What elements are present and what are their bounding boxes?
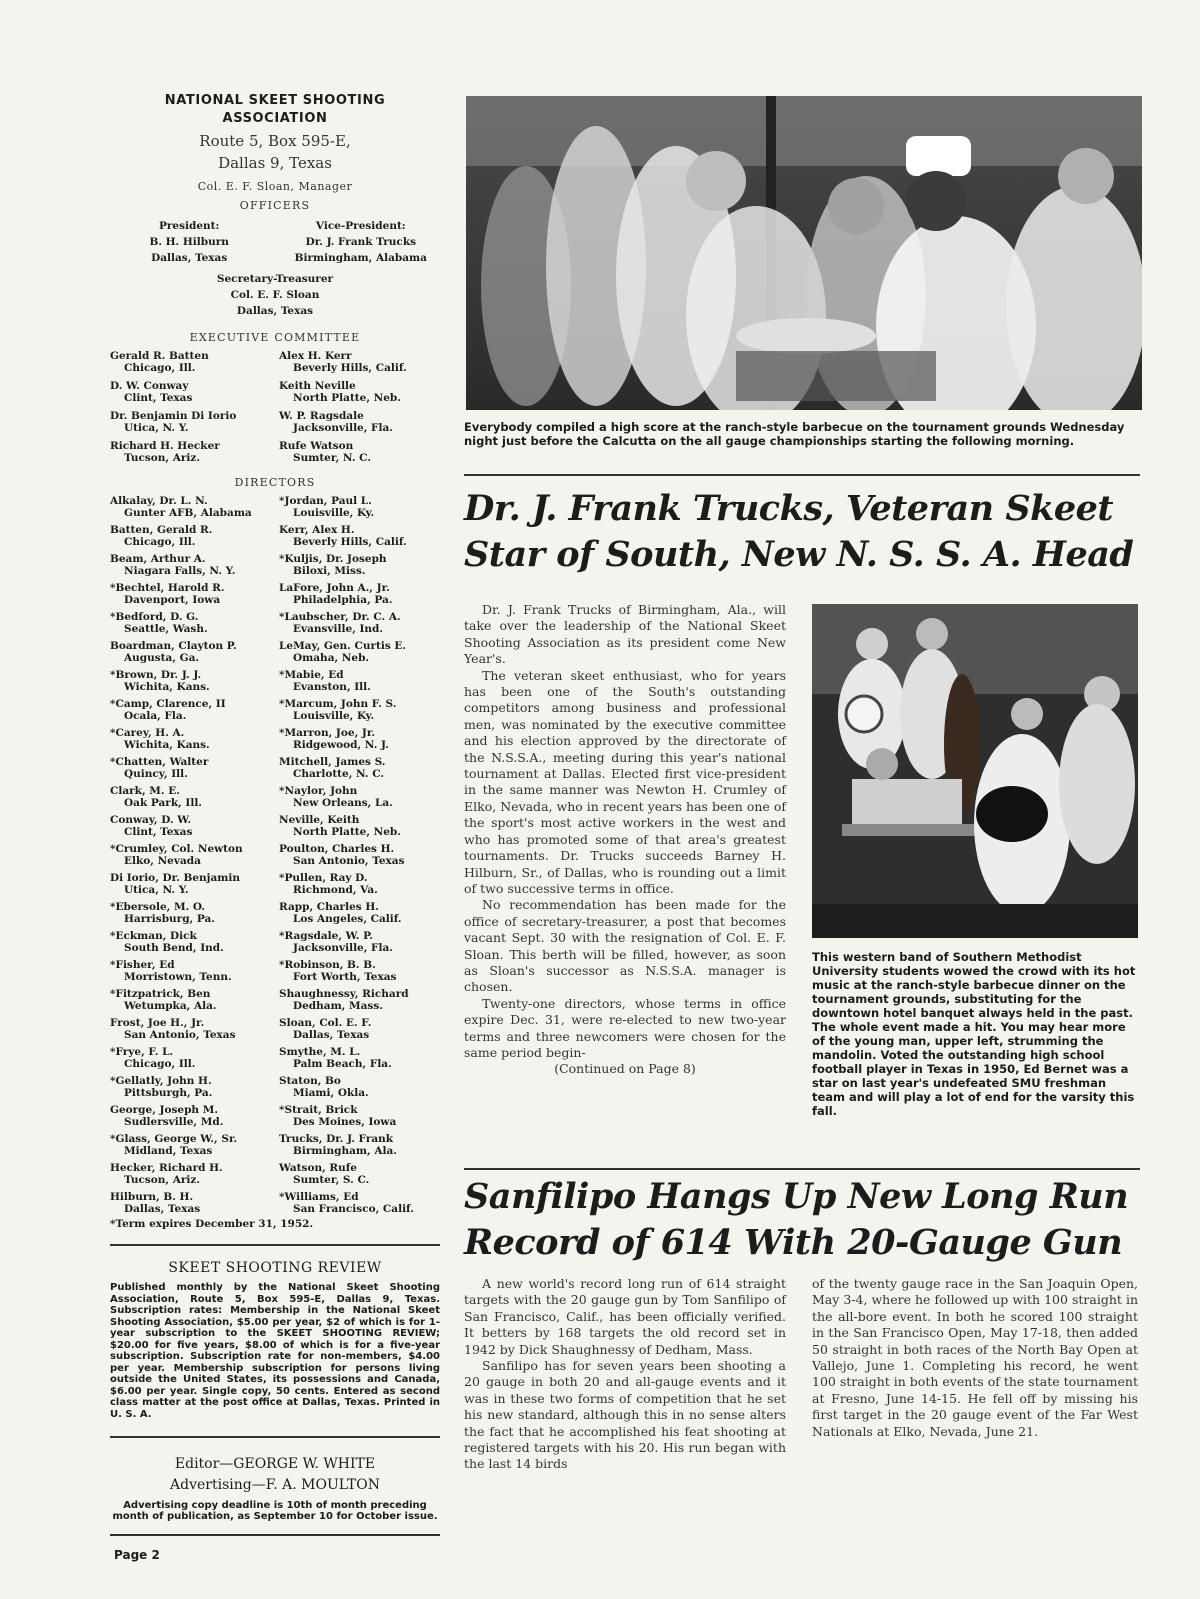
member-name: W. P. Ragsdale [279, 410, 364, 422]
member-name: *Fitzpatrick, Ben [110, 988, 211, 1000]
editor-credits [110, 1454, 440, 1496]
article2-headline [464, 1174, 1154, 1266]
member-city: Quincy, Ill. [124, 768, 188, 780]
member-city: Louisville, Ky. [293, 507, 375, 519]
director-entry [110, 553, 271, 577]
committee-member [110, 350, 271, 374]
member-city: Dedham, Mass. [293, 1000, 383, 1012]
member-city: San Antonio, Texas [124, 1029, 236, 1041]
band-photo-caption: This western band of Southern Methodist University students wowed the crowd with its hot music at the ranch-style barbecue dinner on the tournament grounds, substituting for the downtown hotel banquet always held in the past. The whole event made a hit. You may hear more of the young man, upper left, strumming the mandolin. Voted the outstanding high school football player in Texas in 1950, Ed Bernet was a star on last year's undefeated SMU freshman team and will play a lot of end for the varsity this fall. [812, 950, 1136, 1118]
member-city: Augusta, Ga. [124, 652, 200, 664]
member-name: Frost, Joe H., Jr. [110, 1017, 205, 1029]
manager: Col. E. F. Sloan, Manager [197, 180, 353, 193]
member-city: Evanston, Ill. [293, 681, 371, 693]
article2-paragraph: Sanfilipo has for seven years been shooting a 20 gauge in both 20 and all-gauge events and it was in these two forms of competition that he set his new standard, although this in no sense alters the fact that he accomplished his feat shooting at registered targets with his 20. His run began with the last 14 birds [464, 1358, 786, 1472]
director-entry [110, 901, 271, 925]
director-entry [110, 1046, 271, 1070]
member-name: *Chatten, Walter [110, 756, 209, 768]
member-name: Richard H. Hecker [110, 440, 220, 452]
masthead-column [110, 92, 440, 1536]
member-city: Chicago, Ill. [124, 362, 196, 374]
director-entry [110, 1017, 271, 1041]
member-city: Jacksonville, Fla. [293, 942, 393, 954]
member-name: *Naylor, John [279, 785, 358, 797]
director-entry [279, 959, 440, 983]
member-name: *Williams, Ed [279, 1191, 359, 1203]
vp-city: Birmingham, Alabama [294, 252, 427, 264]
member-city: Wichita, Kans. [124, 739, 210, 751]
member-city: Beverly Hills, Calif. [293, 362, 407, 374]
committee-member [279, 350, 440, 374]
article1-body [464, 602, 786, 1078]
president-city: Dallas, Texas [151, 252, 228, 264]
barbecue-photo [466, 96, 1142, 410]
member-name: Kerr, Alex H. [279, 524, 355, 536]
director-entry [110, 930, 271, 954]
director-entry [110, 756, 271, 780]
member-city: Louisville, Ky. [293, 710, 375, 722]
director-entry [279, 611, 440, 635]
member-name: Beam, Arthur A. [110, 553, 206, 565]
member-name: Mitchell, James S. [279, 756, 386, 768]
member-city: Ridgewood, N. J. [293, 739, 389, 751]
director-entry [279, 524, 440, 548]
member-city: Sudlersville, Md. [124, 1116, 224, 1128]
member-name: *Camp, Clarence, II [110, 698, 226, 710]
page-number: Page 2 [114, 1548, 160, 1562]
member-city: Evansville, Ind. [293, 623, 384, 635]
member-name: *Ragsdale, W. P. [279, 930, 373, 942]
member-name: *Jordan, Paul L. [279, 495, 372, 507]
member-name: *Carey, H. A. [110, 727, 185, 739]
member-city: Palm Beach, Fla. [293, 1058, 392, 1070]
member-city: Birmingham, Ala. [293, 1145, 397, 1157]
member-city: Des Moines, Iowa [293, 1116, 397, 1128]
org-name-line2: ASSOCIATION [222, 111, 328, 126]
director-entry [110, 959, 271, 983]
member-name: Sloan, Col. E. F. [279, 1017, 372, 1029]
officers-heading: OFFICERS [239, 199, 311, 212]
officers [110, 218, 440, 266]
committee-member [110, 380, 271, 404]
member-city: Niagara Falls, N. Y. [124, 565, 236, 577]
article1-paragraph: Twenty-one directors, whose terms in office expire Dec. 31, were re-elected to new two-year terms and three newcomers were chosen for the same period begin- [464, 995, 786, 1060]
member-name: Hecker, Richard H. [110, 1162, 223, 1174]
article1-paragraph: No recommendation has been made for the office of secretary-treasurer, a post that becomes vacant Sept. 30 with the resignation of Col. E. F. Sloan. This berth will be filled, however, as soon as Sloan's successor as N.S.S.A. manager is chosen. [464, 897, 786, 995]
director-entry [279, 582, 440, 606]
member-city: Richmond, Va. [293, 884, 378, 896]
president [110, 218, 268, 266]
member-city: San Francisco, Calif. [293, 1203, 414, 1215]
director-entry [279, 669, 440, 693]
review-title: SKEET SHOOTING REVIEW [168, 1260, 382, 1276]
member-city: Oak Park, Ill. [124, 797, 202, 809]
director-entry [110, 872, 271, 896]
director-entry [110, 669, 271, 693]
member-city: Utica, N. Y. [124, 884, 189, 896]
director-entry [279, 988, 440, 1012]
member-city: Clint, Texas [124, 392, 193, 404]
member-name: D. W. Conway [110, 380, 189, 392]
member-city: South Bend, Ind. [124, 942, 224, 954]
member-city: Fort Worth, Texas [293, 971, 397, 983]
article2-body-col2 [812, 1276, 1138, 1440]
member-name: *Marron, Joe, Jr. [279, 727, 376, 739]
address-line1: Route 5, Box 595-E, [199, 132, 351, 150]
article2-headline-line1: Sanfilipo Hangs Up New Long Run [464, 1176, 1129, 1217]
member-name: Clark, M. E. [110, 785, 180, 797]
member-name: Watson, Rufe [279, 1162, 357, 1174]
member-name: Poulton, Charles H. [279, 843, 395, 855]
continued-note: (Continued on Page 8) [554, 1061, 696, 1077]
director-entry [279, 1075, 440, 1099]
member-name: Neville, Keith [279, 814, 360, 826]
director-entry [279, 872, 440, 896]
member-city: Chicago, Ill. [124, 1058, 196, 1070]
member-city: Morristown, Tenn. [124, 971, 232, 983]
director-entry [110, 843, 271, 867]
member-name: *Eckman, Dick [110, 930, 197, 942]
article2-headline-line2: Record of 614 With 20-Gauge Gun [464, 1222, 1123, 1263]
member-name: *Marcum, John F. S. [279, 698, 397, 710]
director-entry [279, 843, 440, 867]
member-city: Utica, N. Y. [124, 422, 189, 434]
member-name: Alkalay, Dr. L. N. [110, 495, 208, 507]
article1-headline [464, 486, 1154, 578]
director-entry [110, 495, 271, 519]
director-entry [279, 1104, 440, 1128]
member-name: *Bechtel, Harold R. [110, 582, 225, 594]
member-name: Smythe, M. L. [279, 1046, 361, 1058]
director-entry [279, 1191, 440, 1215]
director-entry [110, 814, 271, 838]
member-name: Staton, Bo [279, 1075, 341, 1087]
member-city: North Platte, Neb. [293, 392, 401, 404]
member-city: New Orleans, La. [293, 797, 393, 809]
sec-name: Col. E. F. Sloan [230, 289, 320, 301]
article1-paragraph: The veteran skeet enthusiast, who for years has been one of the South's outstanding competitors among business and professional men, was nominated by the executive committee and his election approved by the directorate of the N.S.S.A., meeting during this year's national tournament at Dallas. Elected first vice-president in the same manner was Newton H. Crumley of Elko, Nevada, who in recent years has been one of the sport's most active workers in the west and who has promoted some of that area's greatest tournaments. Dr. Trucks succeeds Barney H. Hilburn, Sr., of Dallas, who is rounding out a limit of two successive terms in office. [464, 667, 786, 896]
barbecue-photo-caption: Everybody compiled a high score at the ranch-style barbecue on the tournament grounds Wednesday night just before the Calcutta on the all gauge championships starting the following morning. [464, 420, 1125, 448]
director-entry [279, 698, 440, 722]
divider [464, 474, 1140, 476]
member-name: Di Iorio, Dr. Benjamin [110, 872, 241, 884]
director-entry [110, 1104, 271, 1128]
member-name: Conway, D. W. [110, 814, 192, 826]
sec-city: Dallas, Texas [236, 305, 314, 317]
member-name: *Laubscher, Dr. C. A. [279, 611, 401, 623]
director-entry [279, 785, 440, 809]
director-entry [110, 1191, 271, 1215]
member-name: *Fisher, Ed [110, 959, 175, 971]
member-city: Philadelphia, Pa. [293, 594, 393, 606]
member-name: Rufe Watson [279, 440, 354, 452]
member-name: *Frye, F. L. [110, 1046, 174, 1058]
committee-member [279, 440, 440, 464]
org-name-line1: NATIONAL SKEET SHOOTING [164, 93, 386, 108]
member-city: Dallas, Texas [124, 1203, 201, 1215]
director-entry [279, 756, 440, 780]
editor-line: Editor—GEORGE W. WHITE [174, 1456, 376, 1472]
member-city: Sumter, N. C. [293, 452, 372, 464]
member-city: Jacksonville, Fla. [293, 422, 393, 434]
exec-heading: EXECUTIVE COMMITTEE [189, 331, 361, 344]
member-city: Tucson, Ariz. [124, 452, 201, 464]
committee-member [110, 440, 271, 464]
directors-heading: DIRECTORS [234, 476, 316, 489]
term-note: *Term expires December 31, 1952. [110, 1218, 314, 1230]
band-photo-image [812, 604, 1138, 938]
director-entry [110, 785, 271, 809]
member-city: Miami, Okla. [293, 1087, 369, 1099]
vp-title: Vice-President: [315, 220, 406, 232]
divider [464, 1168, 1140, 1170]
ad-deadline: Advertising copy deadline is 10th of month preceding month of publication, as September 10 for October issue. [112, 1500, 438, 1522]
member-city: San Antonio, Texas [293, 855, 405, 867]
member-name: Shaughnessy, Richard [279, 988, 409, 1000]
review-body: Published monthly by the National Skeet Shooting Association, Route 5, Box 595-E, Dallas 9, Texas. Subscription rates: Membership in the National Skeet Shooting Association, $5.00 per year, $2 of which is for 1-year subscription to the SKEET SHOOTING REVIEW; $20.00 for five years, $8.00 of which is for a five-year subscription. Subscription rate for non-members, $4.00 per year. Membership subscription for persons living outside the United States, its possessions and Canada, $6.00 per year. Single copy, 50 cents. Entered as second class matter at the post office at Dallas, Texas. Printed in U. S. A. [110, 1282, 440, 1420]
member-name: *Bedford, D. G. [110, 611, 199, 623]
vp-name: Dr. J. Frank Trucks [305, 236, 417, 248]
member-name: LaFore, John A., Jr. [279, 582, 390, 594]
member-city: Davenport, Iowa [124, 594, 221, 606]
divider [110, 1534, 440, 1536]
president-title: President: [159, 220, 220, 232]
advertising-line: Advertising—F. A. MOULTON [170, 1477, 380, 1493]
member-name: LeMay, Gen. Curtis E. [279, 640, 407, 652]
director-entry [110, 582, 271, 606]
directors-list [110, 495, 440, 1220]
article2-paragraph: A new world's record long run of 614 straight targets with the 20 gauge gun by Tom Sanfilipo of San Francisco, Calif., has been officially verified. It betters by 168 targets the old record set in 1942 by Dick Shaughnessy of Dedham, Mass. [464, 1276, 786, 1357]
director-entry [279, 1046, 440, 1070]
member-city: Los Angeles, Calif. [293, 913, 402, 925]
member-name: *Crumley, Col. Newton [110, 843, 243, 855]
member-city: Beverly Hills, Calif. [293, 536, 407, 548]
member-name: *Mabie, Ed [279, 669, 344, 681]
director-entry [110, 988, 271, 1012]
member-name: Gerald R. Batten [110, 350, 209, 362]
member-name: Hilburn, B. H. [110, 1191, 194, 1203]
member-city: Omaha, Neb. [293, 652, 370, 664]
divider [110, 1244, 440, 1246]
sec-title: Secretary-Treasurer [216, 273, 334, 285]
member-city: North Platte, Neb. [293, 826, 401, 838]
executive-committee-list [110, 350, 440, 470]
member-city: Biloxi, Miss. [293, 565, 366, 577]
member-name: Rapp, Charles H. [279, 901, 379, 913]
member-city: Elko, Nevada [124, 855, 201, 867]
director-entry [110, 1075, 271, 1099]
member-name: Trucks, Dr. J. Frank [279, 1133, 394, 1145]
director-entry [110, 1133, 271, 1157]
member-name: *Kuljis, Dr. Joseph [279, 553, 387, 565]
member-name: *Ebersole, M. O. [110, 901, 206, 913]
article2-paragraph: of the twenty gauge race in the San Joaquin Open, May 3-4, where he followed up with 100 straight in the all-bore event. In both he scored 100 straight in the San Francisco Open, May 17-18, then added 50 straight in both races of the North Bay Open at Vallejo, June 1. Completing his record, he went 100 straight in both events of the state tournament at Fresno, June 14-15. He fell off by missing his first target in the 20 gauge event of the Far West Nationals at Elko, Nevada, June 21. [812, 1276, 1138, 1439]
article1-headline-line1: Dr. J. Frank Trucks, Veteran Skeet [464, 488, 1114, 529]
member-name: Batten, Gerald R. [110, 524, 213, 536]
director-entry [110, 698, 271, 722]
member-city: Dallas, Texas [293, 1029, 370, 1041]
member-city: Charlotte, N. C. [293, 768, 385, 780]
member-city: Chicago, Ill. [124, 536, 196, 548]
committee-member [279, 410, 440, 434]
director-entry [110, 1162, 271, 1186]
member-name: Keith Neville [279, 380, 356, 392]
director-entry [279, 1017, 440, 1041]
member-name: *Pullen, Ray D. [279, 872, 368, 884]
member-city: Wichita, Kans. [124, 681, 210, 693]
member-name: *Strait, Brick [279, 1104, 358, 1116]
president-name: B. H. Hilburn [149, 236, 229, 248]
member-name: *Glass, George W., Sr. [110, 1133, 238, 1145]
member-city: Sumter, S. C. [293, 1174, 370, 1186]
secretary [110, 271, 440, 319]
director-entry [110, 727, 271, 751]
member-city: Seattle, Wash. [124, 623, 208, 635]
article2-body-col1 [464, 1276, 786, 1473]
member-name: Boardman, Clayton P. [110, 640, 237, 652]
vice-president [282, 218, 440, 266]
article1-paragraph: Dr. J. Frank Trucks of Birmingham, Ala., will take over the leadership of the National Skeet Shooting Association as its president come New Year's. [464, 602, 786, 667]
director-entry [279, 495, 440, 519]
director-entry [279, 727, 440, 751]
member-name: Alex H. Kerr [279, 350, 352, 362]
director-entry [279, 640, 440, 664]
director-entry [110, 640, 271, 664]
member-city: Harrisburg, Pa. [124, 913, 215, 925]
director-entry [110, 524, 271, 548]
director-entry [279, 814, 440, 838]
divider [110, 1436, 440, 1438]
member-name: *Robinson, B. B. [279, 959, 376, 971]
director-entry [279, 553, 440, 577]
member-city: Pittsburgh, Pa. [124, 1087, 213, 1099]
director-entry [279, 1162, 440, 1186]
member-name: *Brown, Dr. J. J. [110, 669, 202, 681]
member-city: Tucson, Ariz. [124, 1174, 201, 1186]
member-name: *Gellatly, John H. [110, 1075, 212, 1087]
address-line2: Dallas 9, Texas [218, 154, 332, 172]
member-city: Gunter AFB, Alabama [124, 507, 252, 519]
member-city: Clint, Texas [124, 826, 193, 838]
member-city: Midland, Texas [124, 1145, 213, 1157]
committee-member [110, 410, 271, 434]
member-city: Ocala, Fla. [124, 710, 187, 722]
member-name: Dr. Benjamin Di Iorio [110, 410, 237, 422]
band-photo [812, 604, 1138, 938]
article1-headline-line2: Star of South, New N. S. S. A. Head [464, 534, 1134, 575]
director-entry [279, 901, 440, 925]
director-entry [110, 611, 271, 635]
member-city: Wetumpka, Ala. [124, 1000, 217, 1012]
committee-member [279, 380, 440, 404]
member-name: George, Joseph M. [110, 1104, 218, 1116]
director-entry [279, 930, 440, 954]
barbecue-photo-image [466, 96, 1142, 410]
director-entry [279, 1133, 440, 1157]
